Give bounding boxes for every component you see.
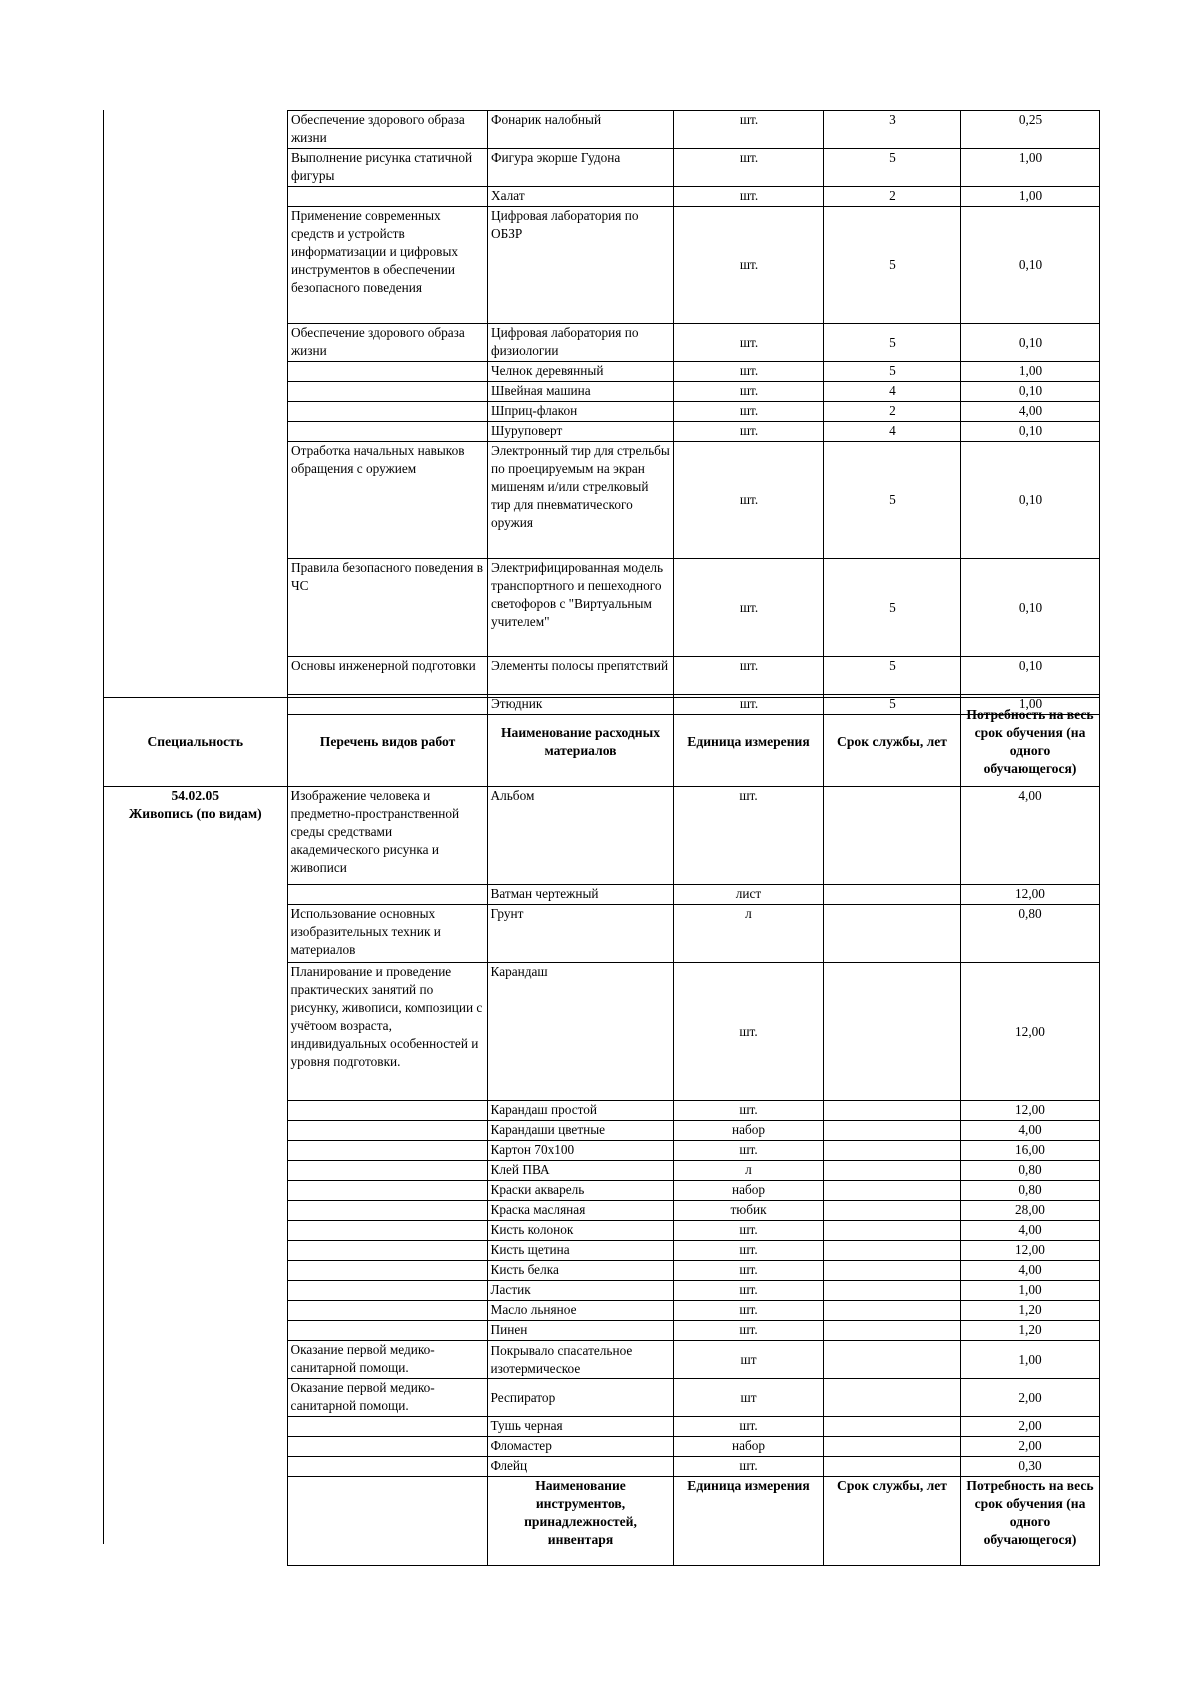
term-cell: 5 [824,442,961,559]
unit-cell: шт. [673,1301,823,1321]
term-cell: 5 [824,149,961,187]
work-cell [288,422,488,442]
unit-cell: шт. [674,559,824,657]
material-cell: Масло льняное [487,1301,673,1321]
need-cell: 0,10 [961,382,1100,402]
unit-cell: тюбик [673,1201,823,1221]
need-cell: 0,80 [960,1161,1099,1181]
need-cell: 2,00 [960,1379,1099,1417]
table-row [103,787,1099,885]
work-cell: Изображение человека и предметно-пространственной среды средствами академического рисунка и живописи [287,787,487,885]
header-instruments-unit: Единица измерения [673,1477,823,1566]
term-cell [823,1181,960,1201]
unit-cell: шт. [674,442,824,559]
term-cell [823,1341,960,1379]
work-cell [288,402,488,422]
unit-cell: набор [673,1181,823,1201]
unit-cell: шт. [673,787,823,885]
material-cell: Кисть щетина [487,1241,673,1261]
need-cell: 0,10 [961,207,1100,324]
work-cell: Выполнение рисунка статичной фигуры [288,149,488,187]
table-row [288,324,1100,362]
need-cell: 1,20 [960,1321,1099,1341]
term-cell: 5 [824,559,961,657]
unit-cell: шт. [674,422,824,442]
work-cell [287,1241,487,1261]
term-cell [823,1261,960,1281]
header-unit: Единица измерения [673,698,823,787]
work-cell [287,1201,487,1221]
need-cell: 12,00 [960,885,1099,905]
unit-cell: л [673,1161,823,1181]
specialty-code: 54.02.05 [171,788,220,803]
unit-cell: шт. [673,1321,823,1341]
material-cell: Грунт [487,905,673,963]
work-cell [288,382,488,402]
unit-cell: шт. [673,1221,823,1241]
work-cell: Правила безопасного поведения в ЧС [288,559,488,657]
work-cell [287,1301,487,1321]
work-cell [288,187,488,207]
unit-cell: шт. [673,1241,823,1261]
term-cell [823,1321,960,1341]
work-cell [287,1437,487,1457]
work-cell [287,1141,487,1161]
material-cell: Карандаш [487,963,673,1101]
table-row [288,362,1100,382]
need-cell: 4,00 [960,1221,1099,1241]
need-cell: 1,00 [961,362,1100,382]
work-cell: Обеспечение здорового образа жизни [288,111,488,149]
term-cell [823,1301,960,1321]
material-cell: Карандаш простой [487,1101,673,1121]
need-cell: 4,00 [961,402,1100,422]
unit-cell: шт. [673,1457,823,1477]
need-cell: 28,00 [960,1201,1099,1221]
work-cell [287,1101,487,1121]
header-instruments-term: Срок службы, лет [823,1477,960,1566]
term-cell [823,1417,960,1437]
work-cell [287,1261,487,1281]
material-cell: Тушь черная [487,1417,673,1437]
work-cell [287,1457,487,1477]
work-cell: Применение современных средств и устройств информатизации и цифровых инструментов в обеспечении безопасного поведения [288,207,488,324]
header-need: Потребность на весь срок обучения (на одного обучающегося) [960,698,1099,787]
term-cell [823,1241,960,1261]
term-cell: 2 [824,187,961,207]
term-cell: 5 [824,657,961,695]
need-cell: 12,00 [960,1241,1099,1261]
header-term: Срок службы, лет [823,698,960,787]
table-row [288,559,1100,657]
material-cell: Флейц [487,1457,673,1477]
term-cell [823,787,960,885]
unit-cell: шт. [674,207,824,324]
table-row [288,111,1100,149]
term-cell [823,963,960,1101]
term-cell [823,1281,960,1301]
material-cell: Карандаши цветные [487,1121,673,1141]
header-works: Перечень видов работ [287,698,487,787]
need-cell: 1,00 [961,187,1100,207]
material-cell: Фломастер [487,1437,673,1457]
header-instruments-need: Потребность на весь срок обучения (на одного обучающегося) [960,1477,1099,1566]
unit-cell: шт. [674,111,824,149]
material-cell: Респиратор [487,1379,673,1417]
term-cell [823,1457,960,1477]
table-row [288,207,1100,324]
main-table [103,697,1100,1566]
work-cell [287,1221,487,1241]
header-row [103,698,1099,787]
term-cell: 5 [824,362,961,382]
term-cell [823,1437,960,1457]
material-cell: Этюдник [488,695,674,715]
table-row [288,382,1100,402]
unit-cell: набор [673,1437,823,1457]
need-cell: 12,00 [960,963,1099,1101]
term-cell: 2 [824,402,961,422]
need-cell: 0,80 [960,905,1099,963]
material-cell: Цифровая лаборатория по ОБЗР [488,207,674,324]
material-cell: Краски акварель [487,1181,673,1201]
need-cell: 0,25 [961,111,1100,149]
material-cell: Элементы полосы препятствий [488,657,674,695]
work-cell [287,1181,487,1201]
need-cell: 0,10 [961,559,1100,657]
need-cell: 0,10 [961,442,1100,559]
term-cell [823,1379,960,1417]
work-cell [288,362,488,382]
unit-cell: шт. [673,1101,823,1121]
material-cell: Швейная машина [488,382,674,402]
need-cell: 2,00 [960,1437,1099,1457]
material-cell: Шприц-флакон [488,402,674,422]
header-materials: Наименование расходных материалов [487,698,673,787]
need-cell: 0,10 [961,324,1100,362]
specialty-cell [103,787,287,1566]
material-cell: Ватман чертежный [487,885,673,905]
work-cell: Оказание первой медико-санитарной помощи. [287,1379,487,1417]
need-cell: 4,00 [960,787,1099,885]
unit-cell: шт. [674,362,824,382]
material-cell: Пинен [487,1321,673,1341]
material-cell: Электрифицированная модель транспортного и пешеходного светофоров с "Виртуальным учителем" [488,559,674,657]
top-table [287,110,1100,715]
need-cell: 0,10 [961,657,1100,695]
term-cell: 3 [824,111,961,149]
term-cell: 4 [824,382,961,402]
material-cell: Фонарик налобный [488,111,674,149]
need-cell: 1,00 [961,149,1100,187]
table-row [288,187,1100,207]
material-cell: Ластик [487,1281,673,1301]
unit-cell: шт. [674,149,824,187]
need-cell: 1,00 [961,695,1100,715]
term-cell [823,1141,960,1161]
specialty-name: Живопись (по видам) [128,806,262,821]
need-cell: 1,00 [960,1281,1099,1301]
table-row [288,442,1100,559]
work-cell: Использование основных изобразительных техник и материалов [287,905,487,963]
unit-cell: шт [673,1379,823,1417]
work-cell [287,1161,487,1181]
unit-cell: шт. [673,1261,823,1281]
material-cell: Краска масляная [487,1201,673,1221]
need-cell: 16,00 [960,1141,1099,1161]
header-instruments: Наименование инструментов, принадлежностей, инвентаря [487,1477,673,1566]
need-cell: 4,00 [960,1261,1099,1281]
term-cell: 5 [824,207,961,324]
term-cell [823,1121,960,1141]
unit-cell: шт. [674,402,824,422]
material-cell: Шуруповерт [488,422,674,442]
work-cell [287,1281,487,1301]
material-cell: Электронный тир для стрельбы по проецируемым на экран мишеням и/или стрелковый тир для пневматического оружия [488,442,674,559]
instruments-work-cell [287,1477,487,1566]
work-cell [287,1321,487,1341]
work-cell: Оказание первой медико-санитарной помощи. [287,1341,487,1379]
table-row [288,422,1100,442]
term-cell: 5 [824,324,961,362]
term-cell [823,1201,960,1221]
material-cell: Покрывало спасательное изотермическое [487,1341,673,1379]
need-cell: 0,10 [961,422,1100,442]
table-row [288,149,1100,187]
work-cell [287,1417,487,1437]
unit-cell: шт. [674,657,824,695]
unit-cell: шт. [674,382,824,402]
term-cell [823,905,960,963]
term-cell [823,1161,960,1181]
material-cell: Кисть белка [487,1261,673,1281]
material-cell: Кисть колонок [487,1221,673,1241]
need-cell: 0,80 [960,1181,1099,1201]
need-cell: 0,30 [960,1457,1099,1477]
work-cell: Планирование и проведение практических занятий по рисунку, живописи, композиции с учётоом возраста, индивидуальных особенностей и уровня подготовки. [287,963,487,1101]
need-cell: 1,20 [960,1301,1099,1321]
unit-cell: шт. [673,1141,823,1161]
need-cell: 2,00 [960,1417,1099,1437]
term-cell: 4 [824,422,961,442]
material-cell: Альбом [487,787,673,885]
unit-cell: шт. [674,695,824,715]
unit-cell: шт. [673,1281,823,1301]
unit-cell: набор [673,1121,823,1141]
table-row [288,657,1100,695]
header-specialty: Специальность [103,698,287,787]
term-cell [823,1101,960,1121]
work-cell: Обеспечение здорового образа жизни [288,324,488,362]
unit-cell: л [673,905,823,963]
material-cell: Фигура экорше Гудона [488,149,674,187]
unit-cell: шт. [674,187,824,207]
work-cell: Отработка начальных навыков обращения с оружием [288,442,488,559]
table-row [288,402,1100,422]
term-cell [823,885,960,905]
work-cell: Основы инженерной подготовки [288,657,488,695]
term-cell: 5 [824,695,961,715]
unit-cell: шт. [674,324,824,362]
material-cell: Клей ПВА [487,1161,673,1181]
unit-cell: шт. [673,963,823,1101]
material-cell: Картон 70х100 [487,1141,673,1161]
need-cell: 12,00 [960,1101,1099,1121]
unit-cell: лист [673,885,823,905]
unit-cell: шт. [673,1417,823,1437]
material-cell: Халат [488,187,674,207]
need-cell: 4,00 [960,1121,1099,1141]
term-cell [823,1221,960,1241]
material-cell: Цифровая лаборатория по физиологии [488,324,674,362]
unit-cell: шт [673,1341,823,1379]
work-cell [287,1121,487,1141]
need-cell: 1,00 [960,1341,1099,1379]
material-cell: Челнок деревянный [488,362,674,382]
work-cell [287,885,487,905]
